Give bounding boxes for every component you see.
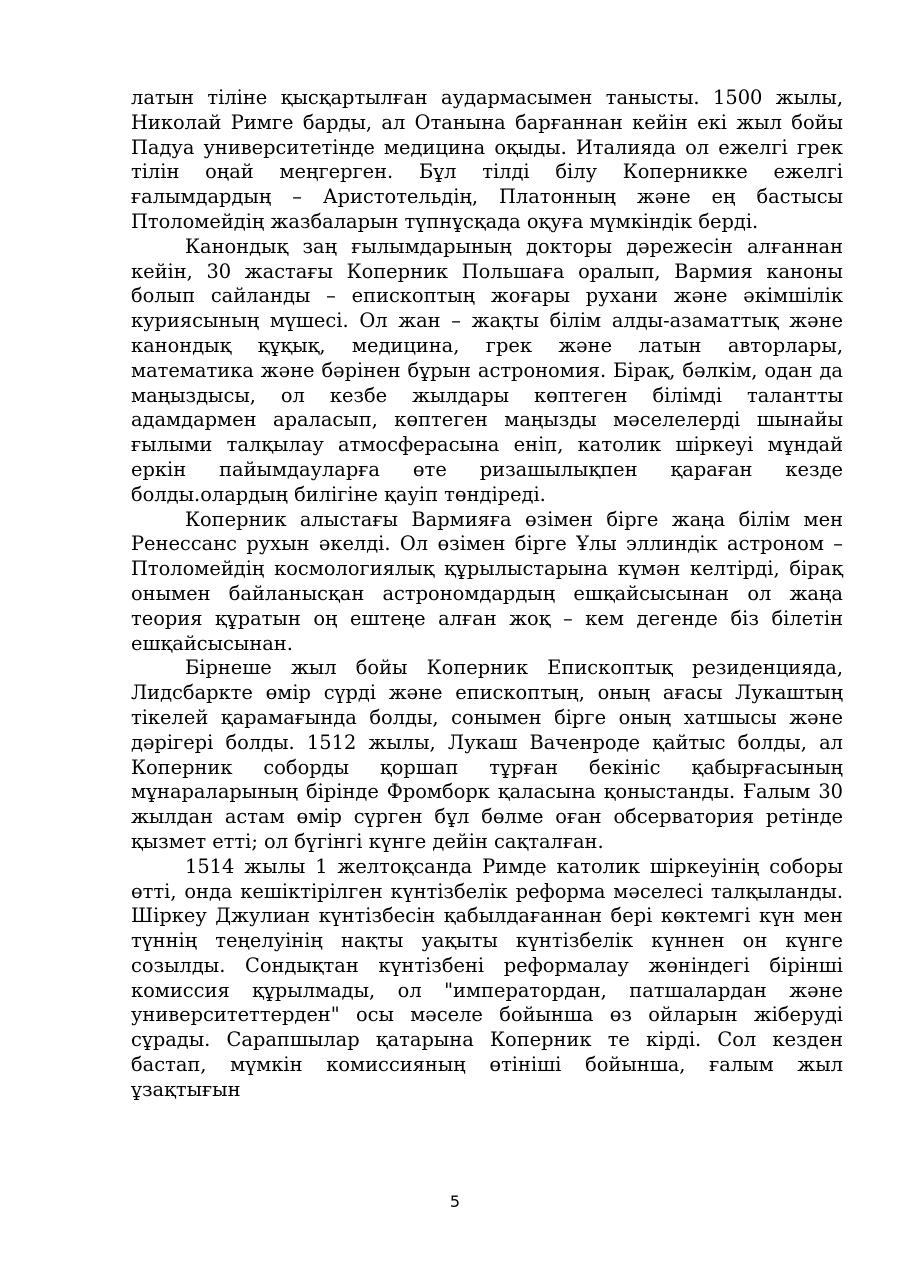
paragraph-continuation: латын тіліне қысқартылған аудармасымен танысты. 1500 жылы, Николай Римге барды, ал Отанына барғаннан кейін екі жыл бойы Падуа университетінде медицина оқыды. Италияда ол ежелгі грек тілін оңай меңгерген. Бұл тілді білу Коперникке ежелгі ғалымдардың – Аристотельдің, Платонның және ең бастысы Птоломейдің жазбаларын түпнұсқада оқуға мүмкіндік берді. <box>131 86 843 233</box>
paragraph: 1514 жылы 1 желтоқсанда Римде католик шіркеуінің соборы өтті, онда кешіктірілген күнтізбелік реформа мәселесі талқыланды. Шіркеу Джулиан күнтізбесін қабылдағаннан бері көктемгі күн мен түннің теңелуінің нақты уақыты күнтізбелік күннен он күнге созылды. Сондықтан күнтізбені реформалау жөніндегі бірінші комиссия құрылмады, ол "императордан, патшалардан және университеттерден" осы мәселе бойынша өз ойларын жіберуді сұрады. Сарапшылар қатарына Коперник те кірді. Сол кезден бастап, мүмкін комиссияның өтініші бойынша, ғалым жыл ұзақтығын <box>131 854 843 1101</box>
paragraph: Канондық заң ғылымдарының докторы дәрежесін алғаннан кейін, 30 жастағы Коперник Польшаға оралып, Вармия каноны болып сайланды – епископтың жоғары рухани және әкімшілік куриясының мүшесі. Ол жан – жақты білім алды-азаматтық және канондық құқық, медицина, грек және латын авторлары, математика және бәрінен бұрын астрономия. Бірақ, бәлкім, одан да маңыздысы, ол кезбе жылдары көптеген білімді талантты адамдармен араласып, көптеген маңызды мәселелерді шынайы ғылыми талқылау атмосферасына еніп, католик шіркеуі мұндай еркін пайымдауларға өте ризашылықпен қараған кезде болды.олардың билігіне қауіп төндіреді. <box>131 234 843 506</box>
page-number: 5 <box>449 1192 461 1211</box>
paragraph: Коперник алыстағы Вармияға өзімен бірге жаңа білім мен Ренессанс рухын әкелді. Ол өзімен бірге Ұлы эллиндік астроном – Птоломейдің космологиялық құрылыстарына күмән келтірді, бірақ онымен байланысқан астрономдардың ешқайсысынан ол жаңа теория құратын оң ештеңе алған жоқ – кем дегенде біз білетін ешқайсысынан. <box>131 507 843 655</box>
paragraph: Бірнеше жыл бойы Коперник Епископтық резиденцияда, Лидсбаркте өмір сүрді және епископтың, оның ағасы Лукаштың тікелей қарамағында болды, сонымен бірге оның хатшысы және дәрігері болды. 1512 жылы, Лукаш Ваченроде қайтыс болды, ал Коперник соборды қоршап тұрған бекініс қабырғасының мұнараларының бірінде Фромборк қаласына қоныстанды. Ғалым 30 жылдан астам өмір сүрген бұл бөлме оған обсерватория ретінде қызмет етті; ол бүгінгі күнге дейін сақталған. <box>131 656 843 853</box>
document-body <box>131 86 843 1103</box>
